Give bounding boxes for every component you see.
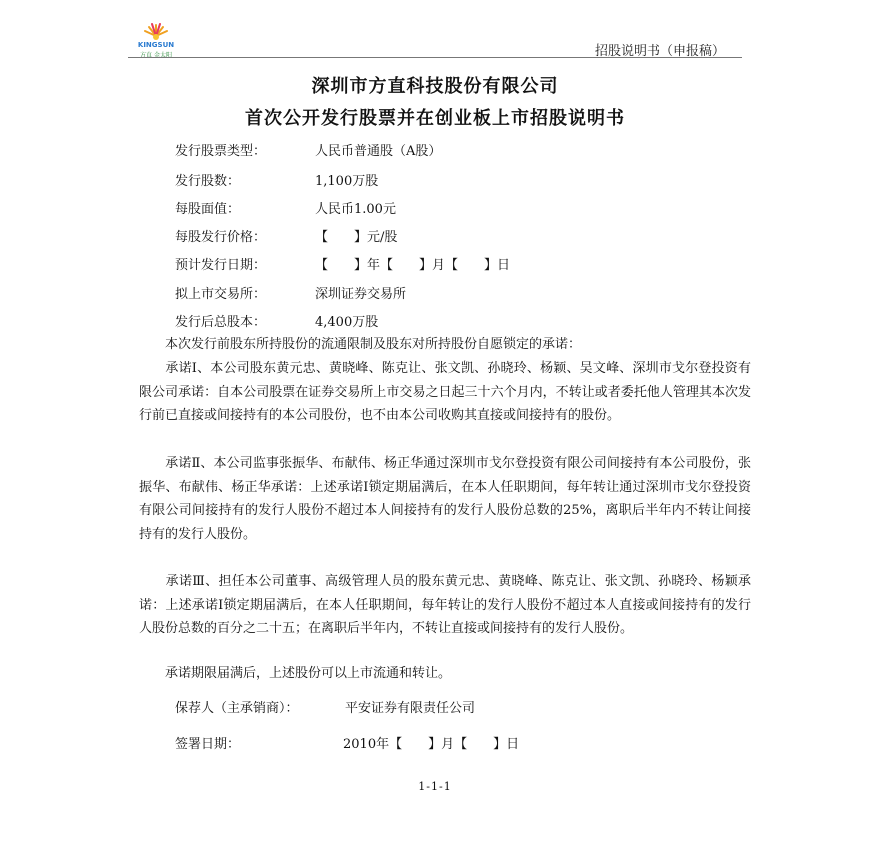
commitment-1: 承诺Ⅰ、本公司股东黄元忠、黄晓峰、陈克让、张文凯、孙晓玲、杨颖、吴文峰、深圳市戈尔登投资有限公司承诺：自本公司股票在证券交易所上市交易之日起三十六个月内，不转让或者委托他人管理其本次发行前已直接或间接持有的本公司股份，也不由本公司收购其直接或间接持有的股份。 <box>139 361 751 423</box>
field-value: 【 】元/股 <box>315 230 398 245</box>
signing-value: 2010年【 】月【 】日 <box>343 737 520 752</box>
field-value: 人民币1.00元 <box>315 202 396 217</box>
company-logo <box>130 22 182 60</box>
field-par-value <box>175 198 396 217</box>
field-label: 发行股票类型： <box>175 144 267 159</box>
signing-date-line <box>175 733 519 752</box>
field-issue-date <box>175 254 510 273</box>
field-label: 发行股数： <box>175 174 241 189</box>
field-issue-price <box>175 226 397 245</box>
header-divider <box>128 57 742 58</box>
logo-subtext: 方直 金太阳 <box>140 52 172 59</box>
field-label: 预计发行日期： <box>175 258 267 273</box>
document-tag: 招股说明书（申报稿） <box>594 44 725 59</box>
field-value: 【 】年【 】月【 】日 <box>315 258 511 273</box>
field-share-count <box>175 170 378 189</box>
document-title: 首次公开发行股票并在创业板上市招股说明书 <box>245 108 625 129</box>
field-label: 发行后总股本： <box>175 315 267 330</box>
field-value: 1,100万股 <box>315 174 379 189</box>
page-number: 1-1-1 <box>418 780 452 793</box>
signing-label: 签署日期： <box>175 737 241 752</box>
sponsor-line <box>175 697 475 716</box>
logo-text: KINGSUN <box>137 41 175 49</box>
field-stock-type <box>175 140 441 159</box>
sponsor-label: 保荐人（主承销商）： <box>175 701 299 716</box>
field-value: 4,400万股 <box>315 315 379 330</box>
field-exchange <box>175 283 406 302</box>
field-label: 每股发行价格： <box>175 230 267 245</box>
commitment-3: 承诺Ⅲ、担任本公司董事、高级管理人员的股东黄元忠、黄晓峰、陈克让、张文凯、孙晓玲、杨颖承诺：上述承诺Ⅰ锁定期届满后，在本人任职期间，每年转让的发行人股份不超过本人直接或间接持有的发行人股份总数的百分之二十五；在离职后半年内，不转让直接或间接持有的发行人股份。 <box>139 574 751 636</box>
lockup-intro: 本次发行前股东所持股份的流通限制及股东对所持股份自愿锁定的承诺： <box>139 337 582 352</box>
lockup-expiry: 承诺期限届满后，上述股份可以上市流通和转让。 <box>139 666 452 681</box>
field-label: 拟上市交易所： <box>175 287 267 302</box>
field-total-shares <box>175 311 378 330</box>
field-value: 深圳证券交易所 <box>315 287 407 302</box>
company-title: 深圳市方直科技股份有限公司 <box>311 76 559 97</box>
field-label: 每股面值： <box>175 202 241 217</box>
commitment-2: 承诺Ⅱ、本公司监事张振华、布献伟、杨正华通过深圳市戈尔登投资有限公司间接持有本公司股份，张振华、布献伟、杨正华承诺：上述承诺Ⅰ锁定期届满后，在本人任职期间，每年转让通过深圳市戈尔登投资有限公司间接持有的发行人股份不超过本人间接持有的发行人股份总数的25%，离职后半年内不转让间接持有的发行人股份。 <box>139 456 751 542</box>
field-value: 人民币普通股（A股） <box>315 144 442 159</box>
sponsor-value: 平安证券有限责任公司 <box>345 701 476 716</box>
